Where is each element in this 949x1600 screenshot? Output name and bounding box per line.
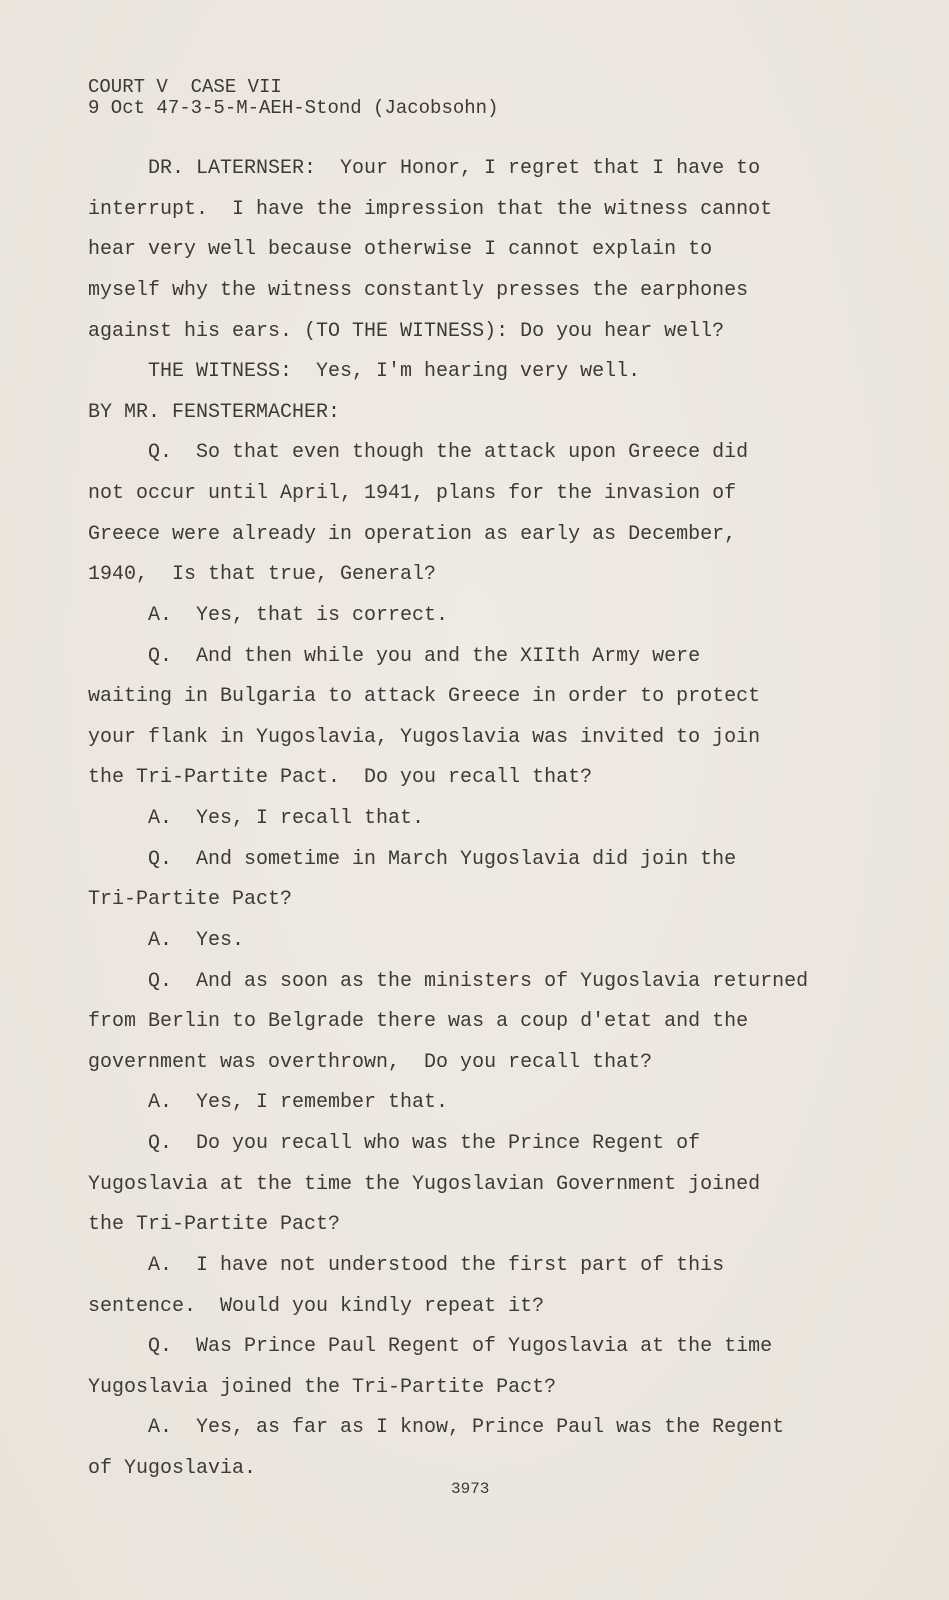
transcript-line: A. Yes, that is correct. [148, 603, 449, 627]
transcript-line: A. I have not understood the first part of this [148, 1253, 725, 1277]
transcript-line: sentence. Would you kindly repeat it? [88, 1294, 545, 1318]
transcript-line: your flank in Yugoslavia, Yugoslavia was invited to join [88, 725, 761, 749]
transcript-line: Greece were already in operation as early as December, [88, 522, 737, 546]
transcript-line: A. Yes, I recall that. [148, 807, 425, 830]
transcript-line: against his ears. (TO THE WITNESS): Do you hear well? [88, 319, 725, 343]
page-number: 3973 [451, 1480, 490, 1498]
transcript-line: Q. Do you recall who was the Prince Regent of [148, 1132, 701, 1155]
transcript-line: THE WITNESS: Yes, I'm hearing very well. [148, 360, 641, 384]
transcript-line: Q. So that even though the attack upon Greece did [148, 441, 749, 465]
transcript-line: Q. And as soon as the ministers of Yugoslavia returned [148, 969, 809, 993]
transcript-line: from Berlin to Belgrade there was a coup d'etat and the [88, 1010, 749, 1034]
transcript-line: A. Yes, as far as I know, Prince Paul was the Regent [148, 1416, 785, 1440]
transcript-line: Tri-Partite Pact? [88, 888, 293, 912]
transcript-line: hear very well because otherwise I cannot explain to [88, 238, 713, 262]
transcript-line: Q. And sometime in March Yugoslavia did join the [148, 847, 737, 871]
transcript-line: myself why the witness constantly presses the earphones [88, 278, 749, 302]
transcript-line: interrupt. I have the impression that the witness cannot [88, 197, 773, 221]
transcript-line: waiting in Bulgaria to attack Greece in order to protect [88, 685, 761, 709]
transcript-line: Q. And then while you and the XIIth Army were [148, 644, 701, 668]
transcript-line: Yugoslavia at the time the Yugoslavian Government joined [88, 1172, 761, 1196]
header-court-case: COURT V CASE VII [88, 76, 282, 98]
transcript-line: 1940, Is that true, General? [88, 563, 437, 587]
transcript-line: BY MR. FENSTERMACHER: [88, 400, 341, 424]
transcript-line: Q. Was Prince Paul Regent of Yugoslavia at the time [148, 1335, 773, 1359]
transcript-line: A. Yes, I remember that. [148, 1091, 449, 1115]
transcript-line: government was overthrown, Do you recall that? [88, 1050, 653, 1074]
transcript-line: DR. LATERNSER: Your Honor, I regret that I have to [148, 157, 761, 180]
transcript-line: Yugoslavia joined the Tri-Partite Pact? [88, 1375, 557, 1399]
header-date-code: 9 Oct 47-3-5-M-AEH-Stond (Jacobsohn) [88, 97, 499, 119]
transcript-line: A. Yes. [148, 928, 245, 952]
transcript-line: not occur until April, 1941, plans for the invasion of [88, 482, 737, 505]
transcript-line: the Tri-Partite Pact. Do you recall that? [88, 766, 593, 790]
transcript-line: the Tri-Partite Pact? [88, 1213, 341, 1237]
transcript-line: of Yugoslavia. [88, 1457, 257, 1480]
